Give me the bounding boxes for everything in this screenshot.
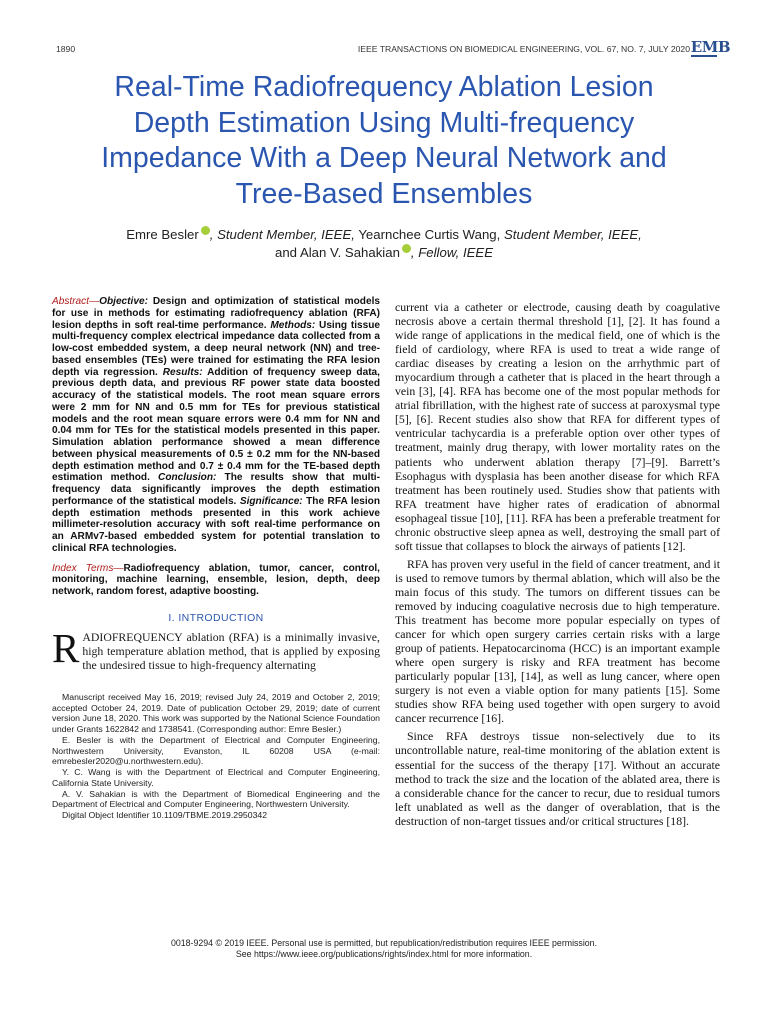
left-column bbox=[52, 296, 380, 821]
author-name: Emre Besler bbox=[126, 227, 199, 242]
methods-label: Methods: bbox=[270, 319, 316, 331]
footnote: E. Besler is with the Department of Electrical and Computer Engineering, Northwestern University, Evanston, IL 60208 USA (e-mail: emrebesler2020@u.northwestern.edu). bbox=[52, 734, 380, 767]
author-role: , Fellow, IEEE bbox=[410, 244, 493, 260]
abstract-methods: Using tissue multi-frequency complex electrical impedance data collected from a low-cost embedded system, a deep neural network (NN) and tree-based ensembles (TEs) were trained for estimating the RFA lesion depth via regression. bbox=[52, 319, 381, 378]
abstract-objective: Design and optimization of statistical models for use in methods for estimating radiofrequency ablation (RFA) lesion depths in soft real-time performance. bbox=[52, 296, 380, 331]
copyright-line: 0018-9294 © 2019 IEEE. Personal use is permitted, but republication/redistribution requires IEEE permission. bbox=[170, 938, 598, 948]
title-line: Real-Time Radiofrequency Ablation Lesion bbox=[114, 71, 654, 103]
footnotes bbox=[52, 692, 380, 821]
abstract-significance: The RFA lesion depth estimation methods presented in this work achieve millimeter-resolution accuracy with soft real-time performance on an ARMv7-based embedded system for potential translation to clinical RFA technologies. bbox=[52, 495, 380, 554]
copyright-footer bbox=[40, 938, 728, 960]
results-label: Results: bbox=[162, 366, 203, 378]
index-terms-text: Radiofrequency ablation, tumor, cancer, control, monitoring, machine learning, ensemble, lesion, depth, deep network, random forest, adaptive boosting. bbox=[52, 562, 380, 597]
author-name: Yearnchee Curtis Wang, bbox=[358, 227, 501, 242]
abstract bbox=[52, 296, 380, 555]
author-role: Student Member, IEEE, bbox=[503, 227, 642, 242]
author-line bbox=[40, 226, 728, 244]
paper-title bbox=[60, 70, 708, 212]
rights-url-line: See https://www.ieee.org/publications/rights/index.html for more information. bbox=[235, 949, 533, 959]
page-number: 1890 bbox=[56, 44, 76, 54]
drop-cap: R bbox=[52, 624, 80, 671]
body-paragraph: Since RFA destroys tissue non-selectively due to its uncontrollable nature, real-time monitoring of the ablation extent is essential for the success of the therapy [17]. Without an accurate method to track the size and the location of the ablated area, there is a considerable chance for the cancer to recur, due to residual tumors left unablated as well as the danger of overablation, that is the destruction of non-target tissues and/or critical structures [18]. bbox=[395, 729, 720, 828]
footnote: Y. C. Wang is with the Department of Electrical and Computer Engineering, California State University. bbox=[52, 767, 380, 788]
footnote: A. V. Sahakian is with the Department of Biomedical Engineering and the Department of Electrical and Computer Engineering, Northwestern University. bbox=[52, 788, 380, 810]
right-column bbox=[395, 300, 720, 832]
orcid-icon[interactable] bbox=[402, 244, 411, 253]
title-line: Impedance With a Deep Neural Network and bbox=[101, 142, 667, 175]
title-line: Depth Estimation Using Multi-frequency bbox=[133, 106, 635, 139]
index-terms bbox=[52, 563, 380, 598]
body-paragraph: current via a catheter or electrode, causing death by coagulative necrosis above a certain thermal threshold [1], [2]. It has found a wide range of applications in the medical field, one of which is the field of cardiology, where RFA is used to treat a wide range of cardiac diseases by creating a lesion on the arrhythmic part of myocardium through a catheter that is placed in the heart through a vein [3], [4]. RFA has become one of the most popular methods for atrial fibrillation, with the highest rate of success at paroxysmal type [5], [6]. Recent studies also show that RFA for different types of ventricular tachycardia is a preferable option over other types of treatment, mainly drug therapy, with lower mortality rates on the patients who underwent ablation therapy [7]–[9]. Barrett’s Esophagus with dysplasia has been another disease for which RFA treatment has been routinely used. Studies show that patients with RFA treatment have higher rates of eradication of abnormal esophageal tissue [10], [11]. RFA has been a preferable treatment for chronic obstructive sleep apnea as well, destroying the small part of soft tissue that collapses to block the airways of patients [12]. bbox=[395, 300, 720, 553]
footnote: Manuscript received May 16, 2019; revised July 24, 2019 and October 2, 2019; accepted October 24, 2019. Date of publication October 29, 2019; date of current version June 18, 2020. This work was supported by the National Science Foundation under Grants 1622842 and 1738541. (Corresponding author: Emre Besler.) bbox=[52, 691, 380, 734]
abstract-results: Addition of frequency sweep data, previous depth data, and previous RF power state data boosted accuracy of the statistical models. The root mean square errors were 2 mm for NN and 0.5 mm for TEs for previous statistical models and the root mean square errors were 0.4 mm for NN and 0.04 mm for TEs for the statistical models presented in this paper. Simulation ablation performance showed a mean difference between physical measurements of 0.5 ± 0.2 mm for the NN-based depth estimation method and 0.7 ± 0.4 mm for the TE-based depth estimation method. bbox=[52, 366, 380, 484]
conclusion-label: Conclusion: bbox=[158, 472, 217, 484]
journal-name: IEEE TRANSACTIONS ON BIOMEDICAL ENGINEERING, VOL. 67, NO. 7, JULY 2020 bbox=[357, 44, 690, 54]
author-role: , Student Member, IEEE, bbox=[209, 227, 355, 242]
doi-line: Digital Object Identifier 10.1109/TBME.2019.2950342 bbox=[62, 810, 268, 820]
running-header bbox=[56, 38, 730, 58]
author-list bbox=[40, 226, 728, 261]
intro-paragraph bbox=[52, 624, 380, 672]
orcid-icon[interactable] bbox=[201, 226, 210, 235]
author-line bbox=[40, 244, 728, 262]
intro-text: ablation (RFA) is a minimally invasive, high temperature ablation method, that is applied by exposing the undesired tissue to high-frequency alternating bbox=[82, 629, 380, 672]
body-paragraph: RFA has proven very useful in the field of cancer treatment, and it is used to remove tumors by thermal ablation, which will also be the main focus of this study. The tumors on different tissues can be removed by inducing coagulative necrosis due to high temperature. This treatment has become more popular especially on types of cancer for which open surgery carries certain risks with a large group of patients. Hepatocarcinoma (HCC) is an important example where open surgery is risky and RFA treatment has become particularly popular [13], [14], as well as lung cancer, where open surgery is not even a viable option for many patients [15]. Some studies show RFA being used together with open surgery to avoid cancer recurrence [16]. bbox=[395, 556, 720, 726]
abstract-label: Abstract— bbox=[52, 296, 100, 307]
intro-first-word: ADIOFREQUENCY bbox=[82, 629, 183, 644]
author-name: and Alan V. Sahakian bbox=[275, 244, 400, 260]
emb-logo: EMB bbox=[690, 38, 730, 56]
index-terms-label: Index Terms— bbox=[52, 562, 124, 574]
title-line: Tree-Based Ensembles bbox=[235, 177, 533, 210]
section-heading: I. INTRODUCTION bbox=[168, 611, 264, 624]
objective-label: Objective: bbox=[99, 296, 148, 307]
abstract-conclusion: The results show that multi-frequency data significantly improves the depth estimation performance of the statistical models. bbox=[52, 472, 380, 507]
significance-label: Significance: bbox=[239, 495, 303, 507]
